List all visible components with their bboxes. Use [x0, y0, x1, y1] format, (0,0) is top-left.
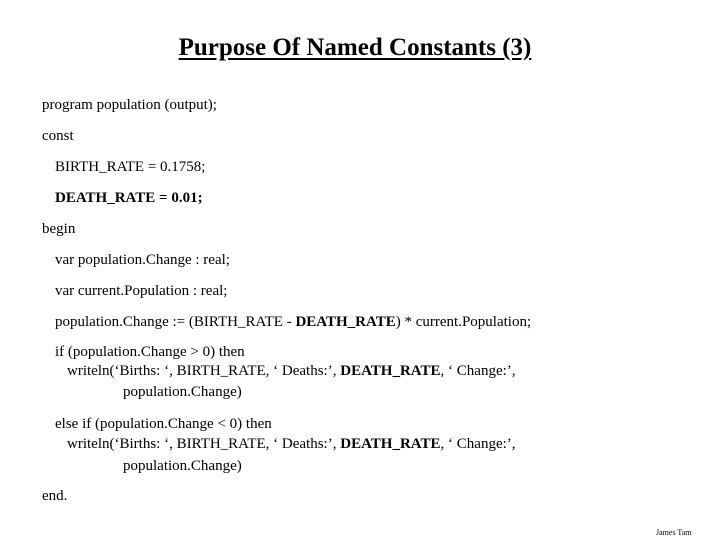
- code-line-birth-rate: BIRTH_RATE = 0.1758;: [55, 159, 206, 175]
- code-line-writeln-2: [67, 435, 516, 453]
- writeln-1-part-3: , ‘ Change:’,: [440, 363, 516, 379]
- assignment-death-rate: DEATH_RATE: [295, 314, 396, 330]
- code-line-program: program population (output);: [42, 97, 217, 113]
- author-footer: James Tam: [656, 528, 692, 537]
- writeln-2-death-rate: DEATH_RATE: [340, 436, 441, 452]
- writeln-2-part-1: writeln(‘Births: ‘, BIRTH_RATE, ‘ Deaths:’,: [67, 436, 341, 452]
- code-line-var-change: var population.Change : real;: [55, 252, 230, 268]
- code-line-else-if: else if (population.Change < 0) then: [55, 416, 272, 432]
- code-line-writeln-2-cont: population.Change): [123, 458, 242, 474]
- code-line-begin: begin: [42, 221, 76, 237]
- assignment-part-1: population.Change := (BIRTH_RATE -: [55, 314, 296, 330]
- code-line-if: if (population.Change > 0) then: [55, 344, 245, 360]
- code-line-end: end.: [42, 488, 68, 504]
- assignment-part-3: ) * current.Population;: [395, 314, 532, 330]
- writeln-1-part-1: writeln(‘Births: ‘, BIRTH_RATE, ‘ Deaths:’,: [67, 363, 341, 379]
- code-line-death-rate: DEATH_RATE = 0.01;: [55, 190, 203, 206]
- code-line-writeln-1-cont: population.Change): [123, 384, 242, 400]
- code-line-writeln-1: [67, 362, 516, 380]
- code-line-var-current: var current.Population : real;: [55, 283, 228, 299]
- slide-title: Purpose Of Named Constants (3): [178, 34, 532, 61]
- writeln-2-part-3: , ‘ Change:’,: [440, 436, 516, 452]
- code-line-assignment: [55, 313, 531, 331]
- code-line-const: const: [42, 128, 74, 144]
- writeln-1-death-rate: DEATH_RATE: [340, 363, 441, 379]
